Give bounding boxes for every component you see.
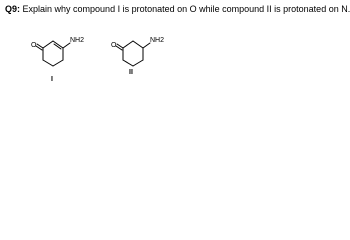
- chemical-structures: [0, 0, 350, 101]
- ring-bond: [43, 41, 53, 48]
- compound-i-label: I: [51, 76, 53, 83]
- question-number: Q9:: [5, 4, 21, 14]
- ring-bond: [133, 41, 143, 48]
- compound-i-amine-label: NH2: [70, 37, 85, 44]
- ring-bond: [133, 60, 143, 66]
- compound-i-oxygen-label: O: [31, 42, 37, 49]
- ring-bond: [43, 60, 53, 66]
- compound-ii-amine-label: NH2: [150, 37, 165, 44]
- ring-bond: [123, 60, 133, 66]
- question-body: Explain why compound I is protonated on O while compound II is protonated on N.: [20, 4, 350, 14]
- compound-ii-structure: [116, 41, 150, 66]
- compound-ii-label: II: [129, 69, 133, 76]
- amine-bond: [143, 43, 150, 48]
- compound-ii-oxygen-label: O: [111, 42, 117, 49]
- compound-i-structure: [36, 41, 70, 66]
- ring-bond: [53, 60, 63, 66]
- amine-bond: [63, 43, 70, 48]
- ring-bond: [123, 41, 133, 48]
